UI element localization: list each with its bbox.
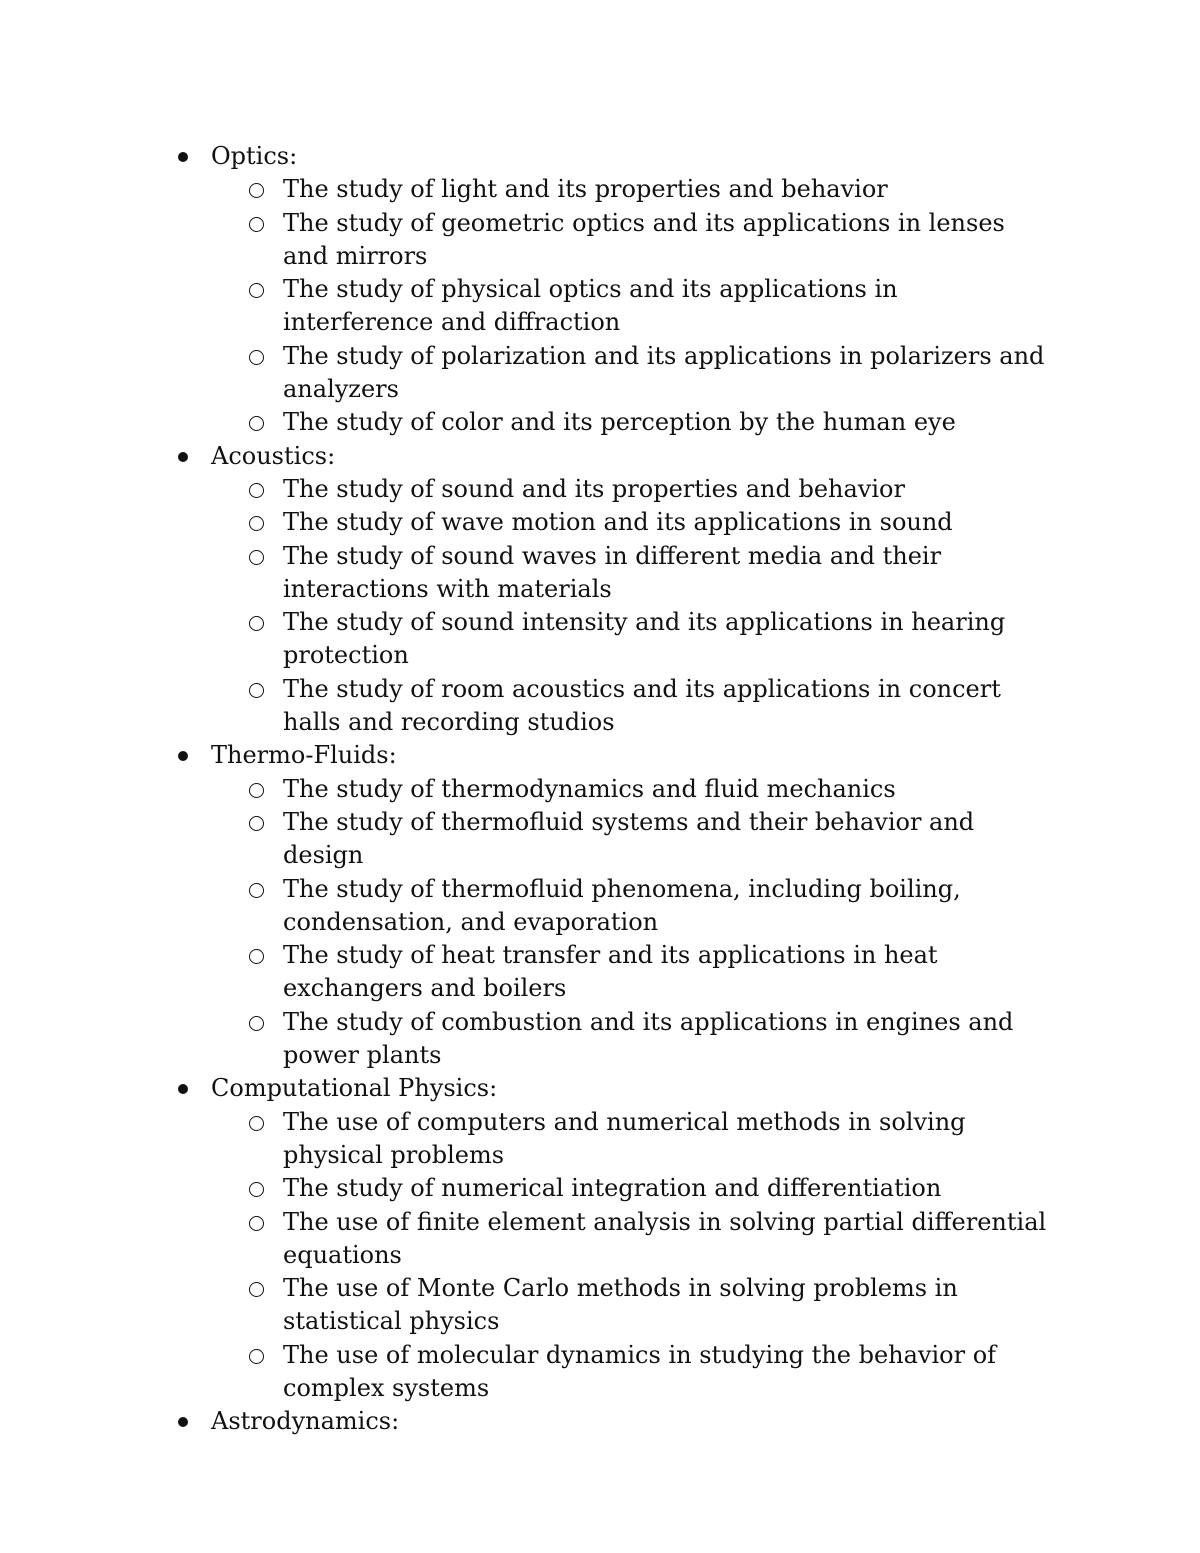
list-item-text: The study of thermofluid systems and their behavior and design (283, 807, 975, 870)
list-item-text: The study of thermodynamics and fluid mechanics (283, 774, 896, 803)
topic-title: Acoustics: (211, 441, 336, 470)
hollow-bullet-icon (249, 350, 264, 365)
list-item-text: The study of sound waves in different media and their interactions with materials (283, 541, 942, 603)
hollow-bullet-icon (249, 1182, 264, 1197)
list-item (0, 1272, 1053, 1339)
hollow-bullet-icon (249, 283, 264, 298)
list-item-text: The study of polarization and its applications in polarizers and analyzers (283, 341, 1045, 404)
filled-bullet-icon (178, 452, 188, 462)
topic-acoustics (0, 440, 1200, 740)
topic-title: Optics: (211, 142, 298, 170)
hollow-bullet-icon (249, 550, 264, 565)
topic-heading (0, 140, 1200, 173)
list-item (0, 606, 1053, 673)
list-item (0, 673, 1053, 740)
topic-optics (0, 140, 1200, 440)
list-item-text: The use of Monte Carlo methods in solving problems in statistical physics (283, 1274, 958, 1336)
list-item (0, 1339, 1053, 1406)
list-item (0, 1106, 1053, 1173)
topic-title: Computational Physics: (211, 1074, 498, 1103)
list-item (0, 540, 1053, 607)
sub-list (0, 473, 1200, 739)
topic-heading (0, 440, 1200, 473)
topic-thermo-fluids (0, 739, 1200, 1072)
hollow-bullet-icon (249, 816, 264, 831)
topic-heading (0, 1072, 1200, 1105)
filled-bullet-icon (178, 152, 188, 162)
list-item-text: The study of color and its perception by the human eye (283, 408, 956, 437)
list-item (0, 873, 1053, 940)
list-item-text: The study of sound intensity and its applications in hearing protection (283, 608, 1006, 670)
filled-bullet-icon (178, 751, 188, 761)
hollow-bullet-icon (249, 183, 264, 198)
list-item (0, 207, 1053, 274)
list-item-text: The use of molecular dynamics in studying the behavior of complex systems (283, 1340, 997, 1402)
list-item (0, 173, 1053, 206)
list-item-text: The study of heat transfer and its applications in heat exchangers and boilers (283, 941, 938, 1003)
list-item-text: The study of light and its properties and behavior (283, 175, 888, 204)
list-item (0, 506, 1053, 539)
list-item-text: The study of physical optics and its applications in interference and diffraction (283, 275, 898, 337)
hollow-bullet-icon (249, 217, 264, 232)
list-item (0, 340, 1053, 407)
list-item (0, 273, 1053, 340)
list-item (0, 1206, 1053, 1273)
hollow-bullet-icon (249, 883, 264, 898)
sub-list (0, 1106, 1200, 1406)
list-item-text: The study of geometric optics and its applications in lenses and mirrors (283, 208, 1005, 270)
list-item (0, 773, 1053, 806)
list-item (0, 806, 1053, 873)
sub-list (0, 173, 1200, 439)
sub-list (0, 773, 1200, 1073)
topic-title: Astrodynamics: (211, 1407, 400, 1436)
list-item (0, 939, 1053, 1006)
list-item (0, 406, 1053, 439)
list-item-text: The study of numerical integration and differentiation (283, 1174, 942, 1203)
list-item (0, 473, 1053, 506)
list-item-text: The use of finite element analysis in solving partial differential equations (283, 1207, 1047, 1269)
filled-bullet-icon (178, 1417, 188, 1427)
document-page (0, 140, 1200, 1439)
list-item-text: The study of sound and its properties and behavior (283, 474, 905, 503)
hollow-bullet-icon (249, 783, 264, 798)
topic-title: Thermo-Fluids: (211, 741, 397, 770)
hollow-bullet-icon (249, 949, 264, 964)
list-item (0, 1172, 1053, 1205)
list-item-text: The study of room acoustics and its applications in concert halls and recording studios (283, 674, 1001, 737)
list-item-text: The study of combustion and its applications in engines and power plants (283, 1007, 1014, 1070)
topic-computational-physics (0, 1072, 1200, 1405)
list-item-text: The use of computers and numerical methods in solving physical problems (283, 1107, 966, 1169)
hollow-bullet-icon (249, 1116, 264, 1131)
hollow-bullet-icon (249, 516, 264, 531)
list-item-text: The study of wave motion and its applications in sound (283, 508, 953, 537)
topic-astrodynamics (0, 1405, 1200, 1438)
hollow-bullet-icon (249, 483, 264, 498)
hollow-bullet-icon (249, 1016, 264, 1031)
list-item-text: The study of thermofluid phenomena, including boiling, condensation, and evaporation (283, 874, 961, 936)
list-item (0, 1006, 1053, 1073)
hollow-bullet-icon (249, 683, 264, 698)
topic-heading (0, 1405, 1200, 1438)
topic-heading (0, 739, 1200, 772)
hollow-bullet-icon (249, 416, 264, 431)
hollow-bullet-icon (249, 1282, 264, 1297)
filled-bullet-icon (178, 1084, 188, 1094)
hollow-bullet-icon (249, 1349, 264, 1364)
hollow-bullet-icon (249, 1216, 264, 1231)
hollow-bullet-icon (249, 616, 264, 631)
